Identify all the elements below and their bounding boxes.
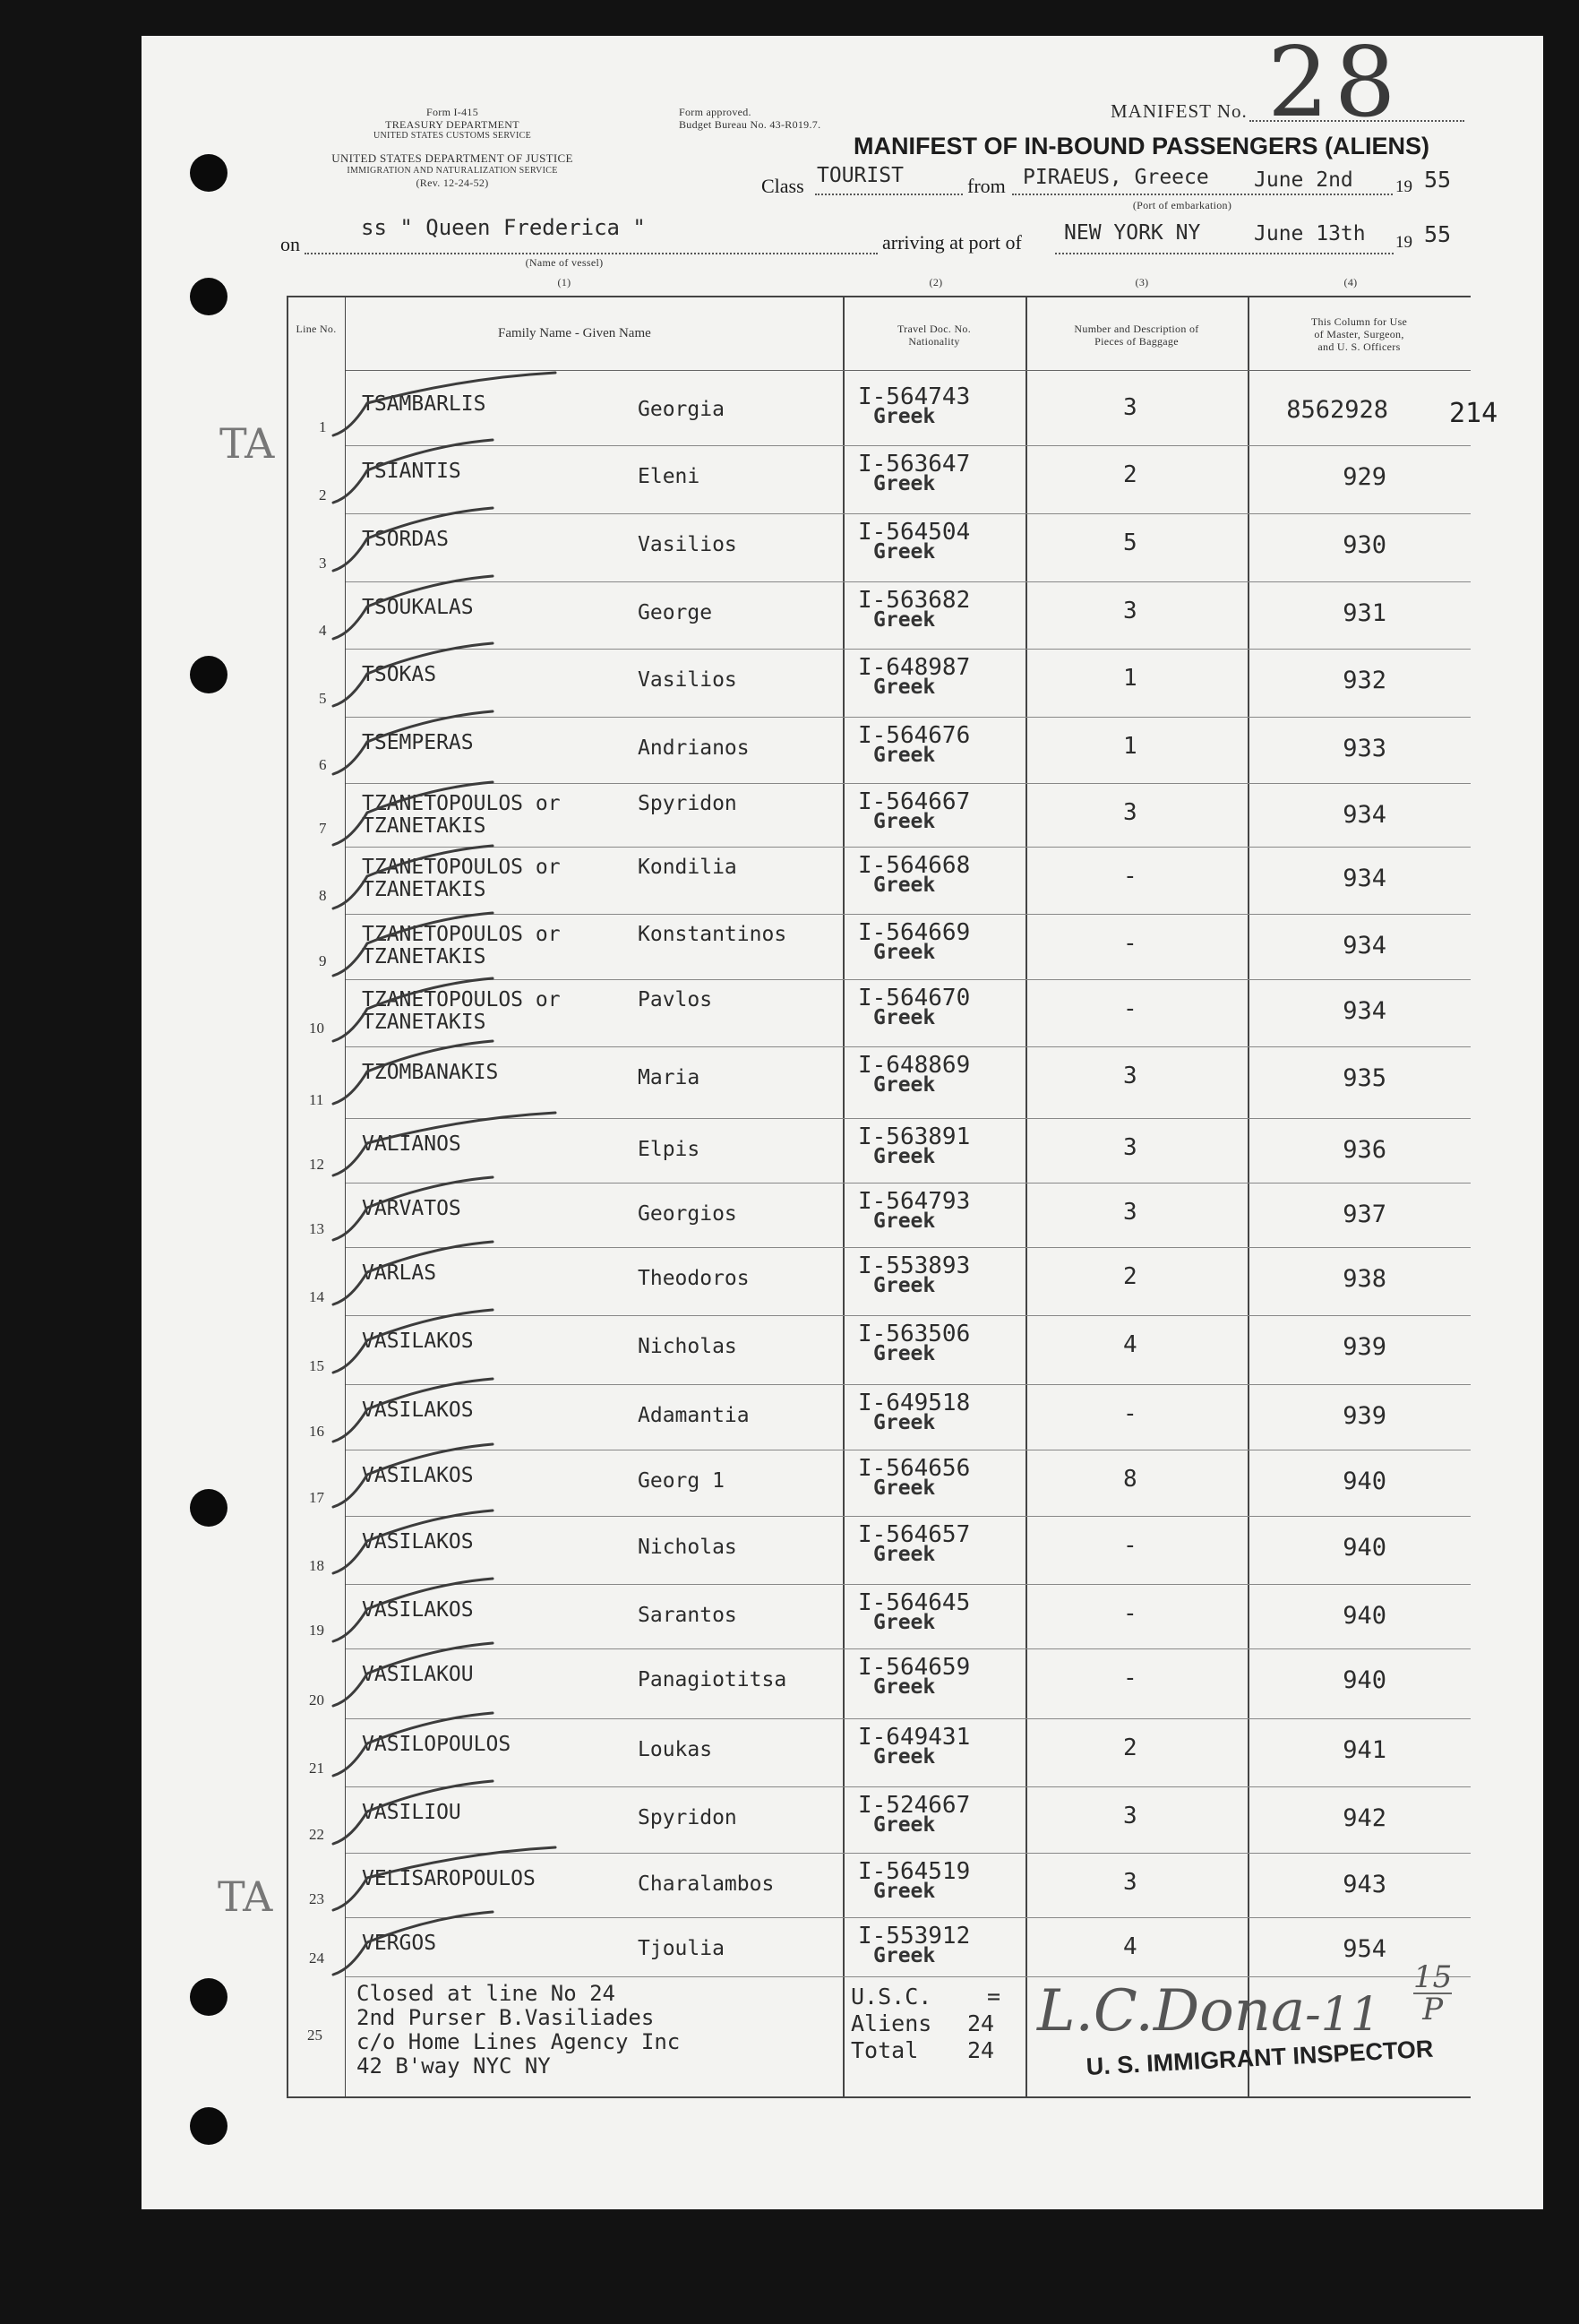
officer-number: 932 [1343, 667, 1386, 694]
check-mark [333, 1242, 493, 1304]
line-number: 19 [309, 1622, 324, 1639]
check-mark [333, 1177, 493, 1240]
line-number: 12 [309, 1156, 324, 1173]
given-name: Kondilia [638, 856, 737, 879]
family-name: VASILAKOS [362, 1330, 474, 1353]
travel-doc-no: I-564645 [858, 1589, 971, 1616]
line-number: 7 [319, 820, 327, 837]
officer-number: 940 [1343, 1468, 1386, 1495]
travel-doc-no: I-553912 [858, 1923, 971, 1950]
budget-bureau: Budget Bureau No. 43-R019.7. [679, 118, 821, 131]
check-mark [333, 846, 493, 908]
class-value: TOURIST [817, 164, 904, 187]
nationality: Greek [873, 744, 936, 767]
purser-name: 2nd Purser B.Vasiliades [356, 2005, 655, 2030]
family-name: VASILAKOS [362, 1464, 474, 1487]
nationality: Greek [873, 676, 936, 699]
family-name-alt: TZANETAKIS [362, 814, 486, 838]
baggage-count: 3 [1123, 1063, 1137, 1089]
line-number: 8 [319, 887, 327, 904]
line-number: 4 [319, 622, 327, 639]
nationality: Greek [873, 1944, 936, 1967]
travel-doc-no: I-563682 [858, 587, 971, 614]
agency-name: c/o Home Lines Agency Inc [356, 2029, 681, 2054]
check-mark [333, 1579, 493, 1641]
line-number: 14 [309, 1288, 324, 1305]
officer-number: 936 [1343, 1136, 1386, 1164]
baggage-count: 3 [1123, 1199, 1137, 1226]
travel-doc-no: I-564670 [858, 985, 971, 1011]
manifest-number-label: MANIFEST No. [1111, 100, 1248, 122]
travel-doc-no: I-563506 [858, 1321, 971, 1347]
column-header-officers: This Column for Use of Master, Surgeon, and U. S. Officers [1310, 315, 1408, 353]
inspector-stamp: U. S. IMMIGRANT INSPECTOR [1086, 2035, 1435, 2080]
arrival-port: NEW YORK NY [1064, 221, 1201, 245]
family-name: VARLAS [362, 1261, 437, 1285]
baggage-count: 2 [1123, 1734, 1137, 1761]
check-mark [333, 1847, 555, 1910]
given-name: Vasilios [638, 533, 737, 556]
baggage-count: 3 [1123, 394, 1137, 421]
baggage-count: 3 [1123, 1869, 1137, 1896]
usc-label: U.S.C. [851, 1984, 932, 2010]
baggage-count: - [1123, 1600, 1137, 1627]
travel-doc-no: I-564669 [858, 919, 971, 946]
officer-number: 929 [1343, 463, 1386, 491]
nationality: Greek [873, 540, 936, 564]
travel-doc-no: I-563647 [858, 451, 971, 478]
officer-number: 954 [1343, 1935, 1386, 1963]
column-number: (3) [1135, 276, 1149, 288]
family-name: TSOUKALAS [362, 596, 474, 619]
baggage-count: 3 [1123, 799, 1137, 826]
nationality: Greek [873, 1813, 936, 1837]
travel-doc-no: I-564676 [858, 722, 971, 749]
nationality: Greek [873, 1476, 936, 1500]
nationality: Greek [873, 1209, 936, 1233]
family-name: VASILAKOS [362, 1598, 474, 1622]
travel-doc-no: I-564668 [858, 852, 971, 879]
travel-doc-no: I-564793 [858, 1188, 971, 1215]
family-name: VASILAKOS [362, 1399, 474, 1422]
check-mark [333, 1113, 555, 1175]
embarkation-port: PIRAEUS, Greece [1023, 166, 1209, 189]
inspector-signature: L.C.Dona-11 [1037, 1978, 1380, 2044]
check-mark [333, 978, 493, 1041]
on-label: on [280, 233, 300, 255]
column-header-baggage: Number and Description of Pieces of Baggage [1074, 323, 1199, 348]
check-mark [333, 1444, 493, 1507]
baggage-count: - [1123, 930, 1137, 957]
given-name: Georgia [638, 398, 725, 421]
officer-number: 934 [1343, 997, 1386, 1025]
check-mark [333, 1643, 493, 1706]
family-name: VASILAKOU [362, 1663, 474, 1686]
officer-number: 934 [1343, 865, 1386, 892]
family-name: TZANETOPOULOS or [362, 988, 561, 1011]
nationality: Greek [873, 810, 936, 833]
check-mark [333, 576, 493, 639]
travel-doc-no: I-564667 [858, 788, 971, 815]
nationality: Greek [873, 472, 936, 495]
travel-doc-no: I-649431 [858, 1724, 971, 1751]
line-number: 11 [309, 1091, 324, 1108]
nationality: Greek [873, 1880, 936, 1903]
family-name: VASILOPOULOS [362, 1733, 511, 1756]
column-header-travel-doc: Travel Doc. No. Nationality [897, 323, 972, 348]
nationality: Greek [873, 1543, 936, 1566]
given-name: Charalambos [638, 1872, 775, 1896]
given-name: George [638, 601, 713, 624]
agency-address: 42 B'way NYC NY [356, 2053, 551, 2079]
officer-number: 934 [1343, 932, 1386, 960]
given-name: Vasilios [638, 668, 737, 692]
line-number: 20 [309, 1691, 324, 1709]
officer-number: 935 [1343, 1064, 1386, 1092]
given-name: Elpis [638, 1138, 700, 1161]
given-name: Eleni [638, 465, 700, 488]
officer-number: 939 [1343, 1402, 1386, 1430]
given-name: Georgios [638, 1202, 737, 1226]
officer-number: 8562928 [1286, 396, 1388, 424]
family-name: TSOKAS [362, 663, 437, 686]
officer-number: 941 [1343, 1736, 1386, 1764]
family-name: VASILAKOS [362, 1530, 474, 1554]
officer-number: 942 [1343, 1804, 1386, 1832]
baggage-count: 2 [1123, 1263, 1137, 1290]
nationality: Greek [873, 1611, 936, 1634]
officer-number: 931 [1343, 599, 1386, 627]
nationality: Greek [873, 1342, 936, 1365]
manifest-number: 28 [1267, 27, 1402, 139]
family-name: TZANETOPOULOS or [362, 792, 561, 815]
check-mark [333, 1781, 493, 1844]
check-mark [333, 711, 493, 774]
vessel-name: ss " Queen Frederica " [361, 215, 646, 240]
check-mark [333, 508, 493, 571]
nationality: Greek [873, 1274, 936, 1297]
nationality: Greek [873, 941, 936, 964]
line-number: 17 [309, 1489, 324, 1506]
travel-doc-no: I-563891 [858, 1123, 971, 1150]
given-name: Nicholas [638, 1536, 737, 1559]
family-name: TSEMPERAS [362, 731, 474, 754]
baggage-count: 5 [1123, 529, 1137, 556]
baggage-count: 1 [1123, 665, 1137, 692]
line-number: 5 [319, 690, 327, 707]
column-header-line-no: Line No. [296, 323, 337, 335]
baggage-count: - [1123, 863, 1137, 890]
family-name: VASILIOU [362, 1801, 461, 1824]
column-number: (4) [1343, 276, 1358, 288]
family-name: VALIANOS [362, 1132, 461, 1156]
travel-doc-no: I-564519 [858, 1858, 971, 1885]
line-number: 10 [309, 1020, 324, 1037]
arrival-year: 55 [1424, 221, 1452, 247]
usc-value: = [987, 1984, 1001, 2010]
baggage-count: 3 [1123, 1803, 1137, 1829]
family-name: TZANETOPOULOS or [362, 923, 561, 946]
given-name: Theodoros [638, 1267, 750, 1290]
family-name: VERGOS [362, 1932, 437, 1955]
line-number: 1 [319, 418, 327, 435]
signature-fraction: 15 P [1413, 1959, 1453, 2027]
check-mark [333, 373, 555, 435]
line-number: 9 [319, 952, 327, 969]
officer-number: 943 [1343, 1871, 1386, 1898]
check-mark [333, 643, 493, 706]
grand-total: 24 [967, 2037, 995, 2063]
departure-date: June 2nd [1254, 168, 1353, 192]
given-name: Nicholas [638, 1335, 737, 1358]
given-name: Sarantos [638, 1604, 737, 1627]
departure-year: 55 [1424, 167, 1452, 193]
given-name: Spyridon [638, 1806, 737, 1829]
travel-doc-no: I-564504 [858, 519, 971, 546]
form-number: Form I-415 [426, 106, 478, 118]
line-number: 2 [319, 486, 327, 504]
line-number: 18 [309, 1557, 324, 1574]
check-mark [333, 1379, 493, 1442]
line-number: 15 [309, 1357, 324, 1374]
vessel-caption: (Name of vessel) [525, 256, 604, 269]
margin-note: TA [219, 419, 275, 468]
family-name-alt: TZANETAKIS [362, 878, 486, 901]
travel-doc-no: I-524667 [858, 1792, 971, 1819]
check-mark [333, 1310, 493, 1373]
baggage-count: 4 [1123, 1933, 1137, 1960]
line-number: 16 [309, 1423, 324, 1440]
family-name: TZANETOPOULOS or [362, 856, 561, 879]
justice-department: UNITED STATES DEPARTMENT OF JUSTICE [331, 151, 573, 165]
given-name: Panagiotitsa [638, 1668, 787, 1691]
given-name: Tjoulia [638, 1937, 725, 1960]
travel-doc-no: I-564657 [858, 1521, 971, 1548]
year-prefix: 19 [1395, 177, 1412, 196]
officer-number: 940 [1343, 1602, 1386, 1630]
check-mark [333, 913, 493, 976]
family-name: TSORDAS [362, 528, 449, 551]
customs-service: UNITED STATES CUSTOMS SERVICE [373, 131, 532, 141]
given-name: Loukas [638, 1738, 713, 1761]
officer-number: 937 [1343, 1201, 1386, 1228]
travel-doc-no: I-564659 [858, 1654, 971, 1681]
family-name-alt: TZANETAKIS [362, 945, 486, 968]
treasury-department: TREASURY DEPARTMENT [385, 118, 519, 131]
check-mark [333, 1511, 493, 1573]
closed-at-line: Closed at line No 24 [356, 1981, 615, 2006]
line-number: 3 [319, 555, 327, 572]
baggage-count: - [1123, 1665, 1137, 1691]
travel-doc-no: I-648869 [858, 1052, 971, 1079]
baggage-count: - [1123, 1532, 1137, 1559]
immigration-service: IMMIGRATION AND NATURALIZATION SERVICE [347, 166, 558, 176]
baggage-count: - [1123, 1400, 1137, 1427]
travel-doc-no: I-649518 [858, 1390, 971, 1416]
arrival-date: June 13th [1254, 222, 1366, 245]
check-mark [333, 1912, 493, 1975]
line-number: 25 [307, 2027, 322, 2044]
family-name: TZOMBANAKIS [362, 1061, 499, 1084]
baggage-count: 4 [1123, 1331, 1137, 1358]
arriving-label: arriving at port of [882, 231, 1022, 254]
line-number: 13 [309, 1220, 324, 1237]
family-name: VELISAROPOULOS [362, 1867, 536, 1890]
aliens-label: Aliens [851, 2010, 932, 2036]
port-caption: (Port of embarkation) [1132, 199, 1232, 211]
baggage-count: 3 [1123, 598, 1137, 624]
column-header-name: Family Name - Given Name [498, 326, 651, 340]
check-mark [333, 1713, 493, 1776]
given-name: Maria [638, 1066, 700, 1089]
nationality: Greek [873, 1411, 936, 1434]
nationality: Greek [873, 1745, 936, 1769]
check-mark [333, 782, 493, 845]
check-mark [333, 1041, 493, 1104]
family-name: TSIANTIS [362, 460, 461, 483]
manifest-title: MANIFEST OF IN-BOUND PASSENGERS (ALIENS) [854, 133, 1430, 159]
nationality: Greek [873, 874, 936, 897]
baggage-count: - [1123, 995, 1137, 1022]
form-approved: Form approved. [679, 106, 751, 118]
line-number: 21 [309, 1760, 324, 1777]
baggage-count: 8 [1123, 1466, 1137, 1493]
side-number: 214 [1449, 398, 1498, 429]
form-revision: (Rev. 12-24-52) [416, 176, 489, 189]
baggage-count: 1 [1123, 733, 1137, 760]
family-name: VARVATOS [362, 1197, 461, 1220]
column-number: (2) [929, 276, 943, 288]
given-name: Andrianos [638, 736, 750, 760]
column-number: (1) [557, 276, 571, 288]
given-name: Konstantinos [638, 923, 787, 946]
nationality: Greek [873, 1073, 936, 1097]
line-number: 24 [309, 1950, 324, 1967]
year-prefix: 19 [1395, 233, 1412, 252]
officer-number: 933 [1343, 735, 1386, 762]
family-name-alt: TZANETAKIS [362, 1011, 486, 1034]
given-name: Pavlos [638, 988, 713, 1011]
nationality: Greek [873, 1145, 936, 1168]
baggage-count: 2 [1123, 461, 1137, 488]
travel-doc-no: I-564743 [858, 383, 971, 410]
nationality: Greek [873, 405, 936, 428]
baggage-count: 3 [1123, 1134, 1137, 1161]
check-mark [333, 440, 493, 503]
from-label: from [967, 175, 1006, 197]
line-number: 6 [319, 756, 327, 773]
line-number: 22 [309, 1826, 324, 1843]
nationality: Greek [873, 1006, 936, 1029]
margin-note: TA [218, 1872, 273, 1921]
given-name: Spyridon [638, 792, 737, 815]
travel-doc-no: I-648987 [858, 654, 971, 681]
officer-number: 930 [1343, 531, 1386, 559]
class-label: Class [761, 175, 804, 197]
officer-number: 939 [1343, 1333, 1386, 1361]
given-name: Adamantia [638, 1404, 750, 1427]
given-name: Georg 1 [638, 1469, 725, 1493]
travel-doc-no: I-553893 [858, 1252, 971, 1279]
family-name: TSAMBARLIS [362, 392, 486, 416]
officer-number: 934 [1343, 801, 1386, 829]
nationality: Greek [873, 1675, 936, 1699]
officer-number: 940 [1343, 1666, 1386, 1694]
line-number: 23 [309, 1890, 324, 1907]
aliens-total: 24 [967, 2010, 995, 2036]
officer-number: 938 [1343, 1265, 1386, 1293]
total-label: Total [851, 2037, 919, 2063]
travel-doc-no: I-564656 [858, 1455, 971, 1482]
nationality: Greek [873, 608, 936, 632]
officer-number: 940 [1343, 1534, 1386, 1562]
